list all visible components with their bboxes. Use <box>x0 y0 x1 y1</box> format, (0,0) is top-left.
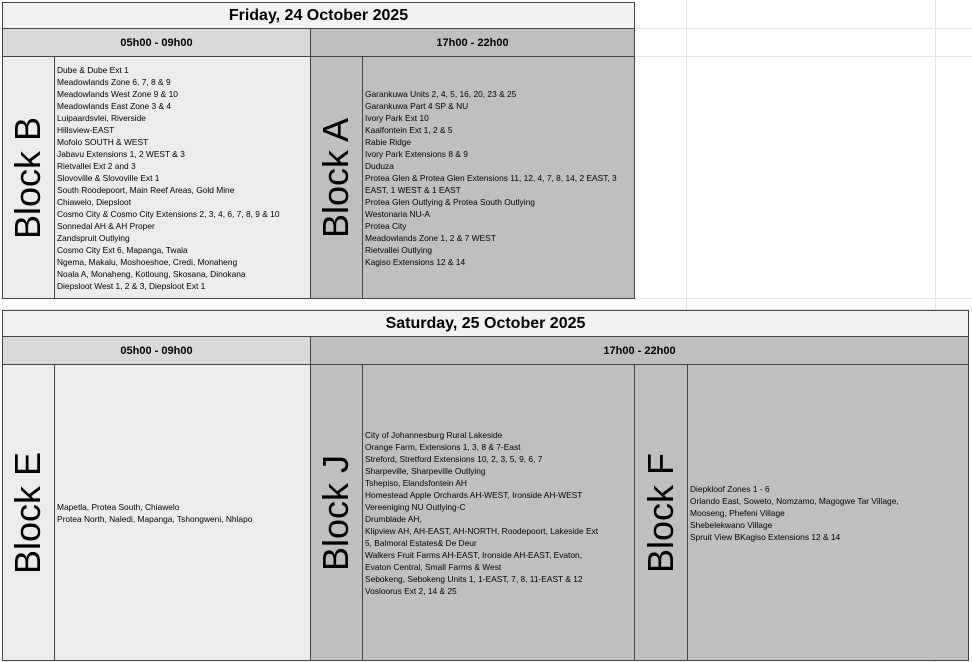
list-item: South Roodepoort, Main Reef Areas, Gold Mine <box>57 184 235 195</box>
area-list-block-e <box>54 364 311 661</box>
list-item: Diepkloof Zones 1 - 6 <box>690 483 770 494</box>
list-item: Hillsview-EAST <box>57 124 115 135</box>
list-item: Orange Farm, Extensions 1, 3, 8 & 7-East <box>365 441 521 452</box>
list-item: Drumblade AH, <box>365 513 422 524</box>
list-item: Protea Glen & Protea Glen Extensions 11, 12, 4, 7, 8, 14, 2 EAST, 3 <box>365 172 617 183</box>
list-item: Kagiso Extensions 12 & 14 <box>365 256 466 267</box>
list-item: Zandspruit Outlying <box>57 232 130 243</box>
list-item: Vereeniging NU Outlying-C <box>365 501 466 512</box>
time-slot-evening: 17h00 - 22h00 <box>310 28 635 57</box>
list-item: Slovoville & Slovoville Ext 1 <box>57 172 160 183</box>
list-item: Dube & Dube Ext 1 <box>57 64 129 75</box>
list-item: Sonnedal AH & AH Proper <box>57 220 155 231</box>
list-item: Spruit View BKagiso Extensions 12 & 14 <box>690 531 841 542</box>
block-label-text: Block E <box>7 451 49 574</box>
time-slot-morning: 05h00 - 09h00 <box>2 28 311 57</box>
list-item: Garankuwa Units 2, 4, 5, 16, 20, 23 & 25 <box>365 88 517 99</box>
list-item: Luipaardsvlei, Riverside <box>57 112 146 123</box>
area-list-block-b <box>54 56 311 299</box>
block-label-text: Block F <box>640 452 681 573</box>
list-item: Klipview AH, AH-EAST, AH-NORTH, Roodepoort, Lakeside Ext <box>365 525 599 536</box>
list-item: Tshepiso, Elandsfontein AH <box>365 477 467 488</box>
area-list <box>365 429 598 597</box>
list-item: Shebelekwano Village <box>690 519 773 530</box>
list-item: Evaton Central, Small Farms & West <box>365 561 502 572</box>
list-item: Ivory Park Ext 10 <box>365 112 429 123</box>
area-list-block-j <box>362 364 635 661</box>
block-label-f <box>634 364 688 661</box>
list-item: Vosloorus Ext 2, 14 & 25 <box>365 585 457 596</box>
time-slot-morning: 05h00 - 09h00 <box>2 336 311 365</box>
area-list <box>365 88 617 268</box>
list-item: Meadowlands East Zone 3 & 4 <box>57 100 172 111</box>
list-item: Ivory Park Extensions 8 & 9 <box>365 148 468 159</box>
list-item: Mofolo SOUTH & WEST <box>57 136 149 147</box>
list-item: Jabavu Extensions 1, 2 WEST & 3 <box>57 148 185 159</box>
list-item: Homestead Apple Orchards AH-WEST, Ironside AH-WEST <box>365 489 583 500</box>
list-item: City of Johannesburg Rural Lakeside <box>365 429 503 440</box>
list-item: 5, Balmoral Estates& De Deur <box>365 537 477 548</box>
block-label-text: Block J <box>315 454 357 571</box>
list-item: Chiawelo, Diepsloot <box>57 196 132 207</box>
list-item: Garankuwa Part 4 SP & NU <box>365 100 469 111</box>
list-item: EAST, 1 WEST & 1 EAST <box>365 184 461 195</box>
list-item: Protea Glen Outlying & Protea South Outlying <box>365 196 535 207</box>
list-item: Cosmo City & Cosmo City Extensions 2, 3, 4, 6, 7, 8, 9 & 10 <box>57 208 280 219</box>
list-item: Meadowlands West Zone 9 & 10 <box>57 88 178 99</box>
block-label-b <box>2 56 55 299</box>
block-label-a <box>310 56 363 299</box>
list-item: Diepsloot West 1, 2 & 3, Diepsloot Ext 1 <box>57 280 206 291</box>
block-label-text: Block A <box>315 117 357 238</box>
list-item: Sharpeville, Sharpeville Outlying <box>365 465 486 476</box>
list-item: Meadowlands Zone 1, 2 & 7 WEST <box>365 232 496 243</box>
list-item: Rietvallei Outlying <box>365 244 433 255</box>
block-label-text: Block B <box>7 116 49 239</box>
list-item: Protea City <box>365 220 407 231</box>
list-item: Westonaria NU-A <box>365 208 431 219</box>
block-label-j <box>310 364 363 661</box>
list-item: Duduza <box>365 160 394 171</box>
list-item: Protea North, Naledi, Mapanga, Tshongweni, Nhlapo <box>57 513 253 524</box>
area-list-block-f <box>687 364 969 661</box>
day-title: Saturday, 25 October 2025 <box>2 310 969 337</box>
list-item: Noala A, Monaheng, Kotloung, Skosana, Dinokana <box>57 268 246 279</box>
area-list <box>57 64 280 292</box>
list-item: Mapetla, Protea South, Chiawelo <box>57 501 180 512</box>
list-item: Rabie Ridge <box>365 136 412 147</box>
day-title: Friday, 24 October 2025 <box>2 2 635 29</box>
list-item: Streford, Stretford Extensions 10, 2, 3, 5, 9, 6, 7 <box>365 453 543 464</box>
list-item: Orlando East, Soweto, Nomzamo, Magogwe Tar Village, <box>690 495 899 506</box>
list-item: Mooseng, Phefeni Village <box>690 507 785 518</box>
list-item: Rietvallei Ext 2 and 3 <box>57 160 136 171</box>
area-list <box>690 483 899 543</box>
area-list <box>57 501 252 525</box>
list-item: Ngema, Makalu, Moshoeshoe, Credi, Monaheng <box>57 256 238 267</box>
list-item: Cosmo City Ext 6, Mapanga, Twala <box>57 244 188 255</box>
list-item: Sebokeng, Sebokeng Units 1, 1-EAST, 7, 8, 11-EAST & 12 <box>365 573 583 584</box>
list-item: Kaalfontein Ext 1, 2 & 5 <box>365 124 453 135</box>
list-item: Meadowlands Zone 6, 7, 8 & 9 <box>57 76 171 87</box>
list-item: Walkers Fruit Farms AH-EAST, Ironside AH-EAST, Evaton, <box>365 549 583 560</box>
area-list-block-a <box>362 56 635 299</box>
block-label-e <box>2 364 55 661</box>
time-slot-evening: 17h00 - 22h00 <box>310 336 969 365</box>
